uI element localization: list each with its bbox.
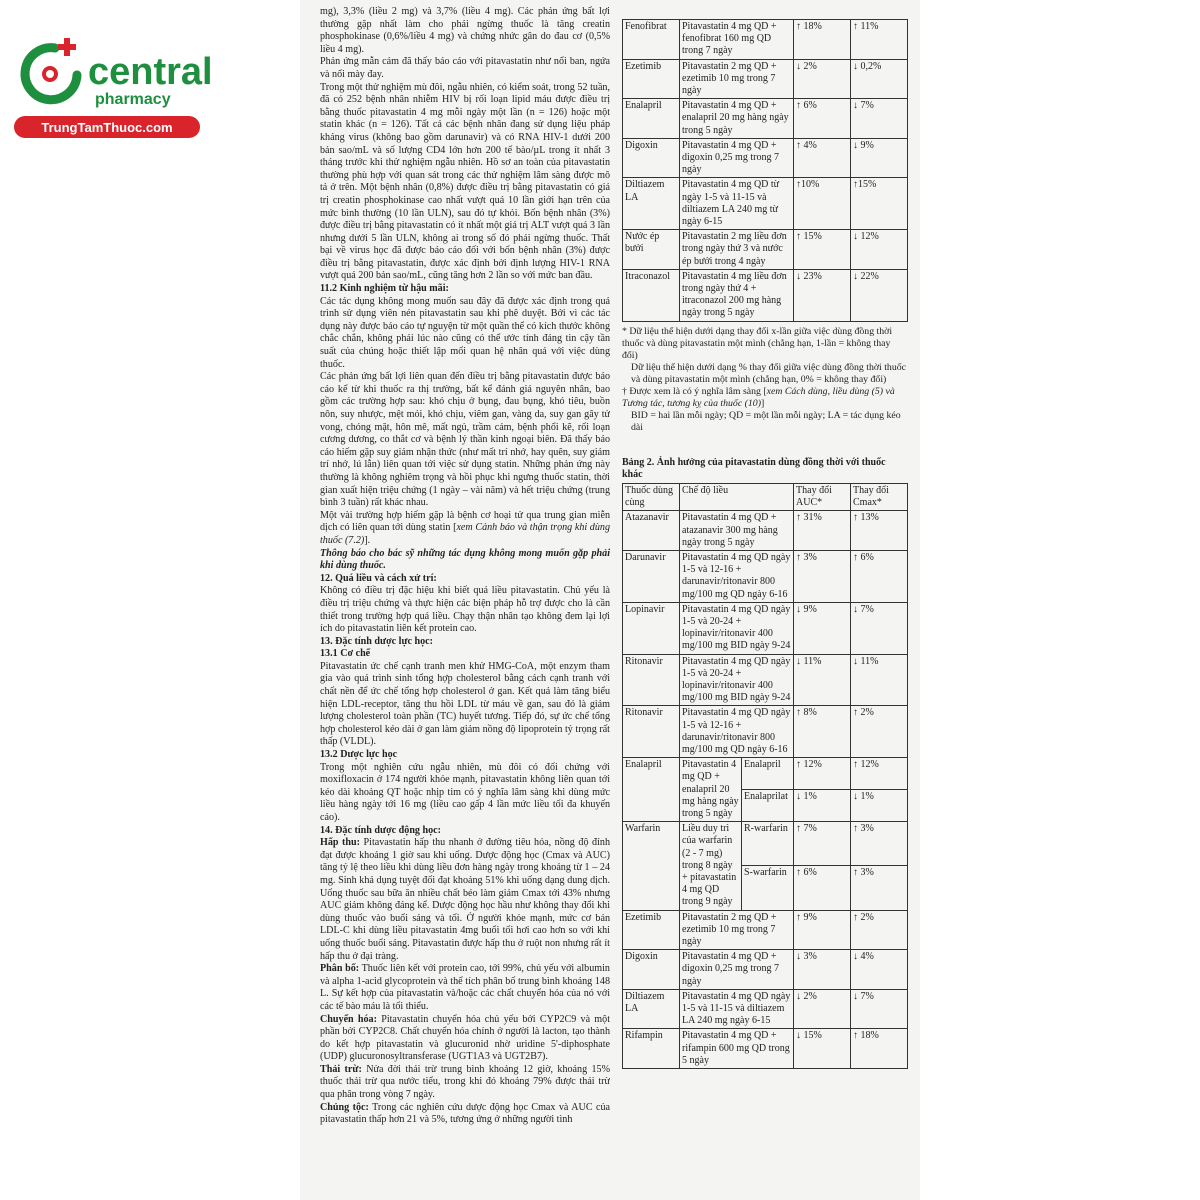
- table-cell: Pitavastatin 4 mg QD ngày 1-5 và 20-24 + lopinavir/ritonavir 400 mg/100 mg BID ngày 9-24: [680, 654, 794, 706]
- inline-heading: Thải trừ:: [320, 1063, 362, 1075]
- table-row: [623, 230, 908, 270]
- table-cell: ↑ 6%: [794, 866, 851, 910]
- text-paragraph: Thông báo cho bác sỹ những tác dụng không mong muốn gặp phải khi dùng thuốc.: [320, 547, 610, 572]
- table-cell: ↓ 0,2%: [851, 59, 908, 99]
- table-cell: ↑ 7%: [794, 822, 851, 866]
- table-cell: ↓ 9%: [794, 602, 851, 654]
- inline-heading: Hấp thu:: [320, 837, 361, 849]
- table-cell: ↑ 4%: [794, 138, 851, 178]
- table-cell: ↑ 18%: [794, 20, 851, 60]
- table-row: [623, 550, 908, 602]
- table-row: [623, 269, 908, 321]
- table-cell: ↑ 2%: [851, 910, 908, 950]
- table-cell: Nước ép bưởi: [623, 230, 680, 270]
- table-cell: Pitavastatin 4 mg QD từ ngày 1-5 và 11-15 và diltiazem LA 240 mg từ ngày 6-15: [680, 178, 794, 230]
- table-cell: ↓ 11%: [794, 654, 851, 706]
- table-cell: Pitavastatin 2 mg QD + ezetimib 10 mg trong 7 ngày: [680, 59, 794, 99]
- table-cell: ↓ 23%: [794, 269, 851, 321]
- text-paragraph: Không có điều trị đặc hiệu khi biết quá liều pitavastatin. Chủ yếu là điều trị triệu chứng và thực hiện các biện pháp hỗ trợ được cho là cần thiết trong trường hợp quá liều. Chạy thận nhân tạo không đem lại lợi ích do pitavastatin liên kết protein cao.: [320, 585, 610, 635]
- table-cell: ↓ 2%: [794, 59, 851, 99]
- table-cell: ↓ 7%: [851, 989, 908, 1029]
- table-cell: Enalapril: [623, 99, 680, 139]
- table-cell: Fenofibrat: [623, 20, 680, 60]
- text-paragraph: [320, 963, 610, 1013]
- text-paragraph: mg), 3,3% (liều 2 mg) và 3,7% (liều 4 mg). Các phản ứng bất lợi thường gặp nhất làm cho phải ngừng thuốc là tăng creatin phosphokinase (0,6%/liều 4 mg) và chứng nhức gân do đau cơ (0,5% liều 4 mg).: [320, 6, 610, 55]
- text-span: ].: [364, 534, 371, 546]
- text-paragraph: Trong một nghiên cứu ngẫu nhiên, mù đôi có đối chứng với moxifloxacin ở 174 người khỏe mạnh, pitavastatin không liên quan tới kéo dài khoảng QT hoặc nhịp tim có ý nghĩa lâm sàng khi dùng mức liều hàng ngày tới 16 mg (liều cao gấp 4 lần mức liều tối đa khuyến cáo).: [320, 761, 610, 823]
- brand-logo: [6, 30, 216, 140]
- section-heading: 12. Quá liều và cách xử trí:: [320, 572, 437, 584]
- table-row: [623, 138, 908, 178]
- table-2-title: Bảng 2. Ảnh hưởng của pitavastatin dùng đồng thời với thuốc khác: [622, 456, 886, 480]
- table-cell: Diltiazem LA: [623, 178, 680, 230]
- table-cell: ↑ 13%: [851, 511, 908, 551]
- text-paragraph: Các phản ứng bất lợi liên quan đến điều trị bằng pitavastatin được báo cáo kể từ khi thuốc ra thị trường, bất kể đánh giá nguyên nhân, bao gồm các trường hợp sau: khó chịu ở bụng, đau bụng, khó tiêu, buồn nôn, suy nhược, mệt mỏi, khó chịu, viêm gan, vàng da, suy gan gây tử vong, chóng mặt, hôn mê, mất ngủ, trầm cảm, bệnh phổi kẽ, rối loạn cương dương, co thắt cơ và bệnh lý thần kinh ngoại biên. Đã thấy báo cáo hiếm gặp suy giảm nhận thức (như mất trí nhớ, hay quên, suy giảm trí nhớ, lú lẫn) liên quan tới việc sử dụng statin. Những phản ứng này thường là không nghiêm trọng và hồi phục khi ngưng thuốc statin, thời gian xuất hiện triệu chứng (1 ngày – vài năm) và hết triệu chứng (trung bình 3 tuần) rất khác nhau.: [320, 371, 610, 509]
- table-row: [623, 99, 908, 139]
- table-cell: Pitavastatin 4 mg QD ngày 1-5 và 12-16 + darunavir/ritonavir 800 mg/100 mg QD ngày 6-16: [680, 550, 794, 602]
- table-row: [623, 1029, 908, 1069]
- table-cell: Thay đổi AUC*: [794, 483, 851, 510]
- text-paragraph: Phản ứng mẫn cảm đã thấy báo cáo với pitavastatin như nổi ban, ngứa và nổi mày đay.: [320, 56, 610, 80]
- cross-reference: xem Cảnh báo và thận trọng khi dùng thuốc (7.2): [320, 522, 610, 546]
- footnote: [622, 386, 908, 410]
- text-span: Một vài trường hợp hiếm gặp là bệnh cơ hoại tử qua trung gian miễn dịch có liên quan tới dùng statin [: [320, 509, 610, 534]
- table-cell: R-warfarin: [742, 822, 794, 866]
- table-cell: Pitavastatin 4 mg QD + fenofibrat 160 mg QD trong 7 ngày: [680, 20, 794, 60]
- table-cell: ↓ 4%: [851, 950, 908, 990]
- inline-heading: Phân bố:: [320, 963, 360, 975]
- text-paragraph: Pitavastatin ức chế cạnh tranh men khử HMG-CoA, một enzym tham gia vào quá trình sinh tổng hợp cholesterol bằng cách cạnh tranh với chất nền để ức chế tổng hợp cholesterol ở gan. Kết quả làm tăng biểu hiện LDL-receptor, tăng thu hồi LDL từ máu về gan, sau đó là giảm lượng cholesterol toàn phần (TC) huyết tương. Tiếp đó, sự ức chế tổng hợp cholesterol kéo dài ở gan làm giảm nồng độ lipoprotein tỷ trọng rất thấp (VLDL).: [320, 660, 610, 748]
- table-cell: S-warfarin: [742, 866, 794, 910]
- table-row: [623, 989, 908, 1029]
- table-cell: ↑10%: [794, 178, 851, 230]
- table-cell: ↑ 6%: [794, 99, 851, 139]
- table-row: [623, 950, 908, 990]
- table-cell: Thay đổi Cmax*: [851, 483, 908, 510]
- table-row: [623, 706, 908, 758]
- table-row: [623, 758, 908, 790]
- table-cell: Ezetimib: [623, 59, 680, 99]
- table-cell: ↓ 1%: [794, 790, 851, 822]
- table-cell: Pitavastatin 4 mg QD + atazanavir 300 mg hàng ngày trong 5 ngày: [680, 511, 794, 551]
- table-cell: ↑ 31%: [794, 511, 851, 551]
- section-heading: 11.2 Kinh nghiệm từ hậu mãi:: [320, 283, 449, 295]
- table-cell: ↓ 15%: [794, 1029, 851, 1069]
- table-row: [623, 59, 908, 99]
- table-cell: Liều duy trì của warfarin (2 - 7 mg) trong 8 ngày + pitavastatin 4 mg QD trong 9 ngày: [680, 822, 742, 910]
- footnote: BID = hai lần mỗi ngày; QD = một lần mỗi ngày; LA = tác dụng kéo dài: [631, 410, 901, 434]
- section-heading: 13.1 Cơ chế: [320, 648, 371, 660]
- cross-reference: xem Cách dùng, liều dùng (5) và Tương tác, tương kỵ của thuốc (10): [622, 386, 895, 410]
- table-cell: Pitavastatin 4 mg QD + digoxin 0,25 mg trong 7 ngày: [680, 138, 794, 178]
- table-cell: Itraconazol: [623, 269, 680, 321]
- text-span: Pitavastatin hấp thu nhanh ở đường tiêu hóa, nồng độ đỉnh đạt được khoảng 1 giờ sau khi uống. Dược động học (Cmax và AUC) tăng tỷ lệ theo liều khi dùng liều đơn hàng ngày trong khoảng từ 1 – 24 mg. Sinh khả dụng tuyệt đối đạt khoảng 51% khi uống dạng dung dịch. Uống thuốc sau bữa ăn nhiều chất béo làm giảm Cmax tới 43% nhưng AUC giảm không đáng kể. Dược động học hầu như không thay đổi khi dùng thuốc vào buổi sáng và tối. Ở người khỏe mạnh, mức cơ bản LDL-C khi dùng liều pitavastatin 4mg buổi tối hơi cao hơn so với khi uống thuốc buổi sáng. Pitavastatin được hấp thu ở ruột non nhưng rất ít hấp thu ở đại tràng.: [320, 837, 610, 962]
- table-cell: ↑15%: [851, 178, 908, 230]
- table-cell: Enalapril: [623, 758, 680, 822]
- text-paragraph: [320, 1064, 610, 1102]
- left-column: [320, 6, 610, 1200]
- table-cell: Rifampin: [623, 1029, 680, 1069]
- brand-subtitle: pharmacy: [95, 91, 171, 108]
- table-cell: ↑ 3%: [851, 822, 908, 866]
- table-cell: ↑ 8%: [794, 706, 851, 758]
- table-cell: Pitavastatin 4 mg QD ngày 1-5 và 11-15 và diltiazem LA 240 mg ngày 6-15: [680, 989, 794, 1029]
- logo-cross-icon: [58, 38, 76, 56]
- table-cell: Pitavastatin 4 mg liều đơn trong ngày thứ 4 + itraconazol 200 mg hàng ngày trong 5 ngày: [680, 269, 794, 321]
- text-span: ]: [760, 398, 765, 410]
- table-cell: Darunavir: [623, 550, 680, 602]
- table-cell: Ritonavir: [623, 706, 680, 758]
- table-cell: ↓ 7%: [851, 99, 908, 139]
- table-cell: Diltiazem LA: [623, 989, 680, 1029]
- text-paragraph: [320, 1014, 610, 1064]
- table-cell: ↓ 12%: [851, 230, 908, 270]
- table-row: [623, 910, 908, 950]
- right-column: [622, 19, 908, 1200]
- table-cell: ↓ 11%: [851, 654, 908, 706]
- table-row: [623, 822, 908, 866]
- text-paragraph: [320, 510, 610, 548]
- table-cell: ↑ 11%: [851, 20, 908, 60]
- table-cell: Pitavastatin 4 mg QD + enalapril 20 mg hàng ngày trong 5 ngày: [680, 758, 742, 822]
- table-cell: Lopinavir: [623, 602, 680, 654]
- table-cell: ↑ 12%: [851, 758, 908, 790]
- table-cell: ↓ 2%: [794, 989, 851, 1029]
- table-cell: Digoxin: [623, 138, 680, 178]
- table-cell: ↑ 15%: [794, 230, 851, 270]
- footnote: * Dữ liệu thể hiện dưới dạng thay đổi x-lần giữa việc dùng đồng thời thuốc và dùng pitavastatin một mình (chẳng hạn, 1-lần = không thay đổi): [622, 325, 893, 361]
- interaction-table-1: [622, 19, 908, 322]
- table-cell: Digoxin: [623, 950, 680, 990]
- table-footnotes: [622, 326, 908, 435]
- table-row: [623, 511, 908, 551]
- table-cell: ↓ 3%: [794, 950, 851, 990]
- table-cell: Pitavastatin 4 mg QD + digoxin 0,25 mg trong 7 ngày: [680, 950, 794, 990]
- text-paragraph: Trong một thử nghiệm mù đôi, ngẫu nhiên, có kiểm soát, trong 52 tuần, đã có 252 bệnh nhân nhiễm HIV bị rối loạn lipid máu được điều trị bằng thuốc pitavastatin 4 mg mỗi ngày một lần (n = 126) hoặc một statin khác (n = 126). Tất cả các bệnh nhân đang sử dụng liệu pháp kháng virus (không bao gồm darunavir) và có RNA HIV-1 dưới 200 bản sao/mL và số lượng CD4 lớn hơn 200 tế bào/µL trong ít nhất 3 tháng trước khi thử nghiệm ngẫu nhiên. Hồ sơ an toàn của pitavastatin thường phù hợp với quan sát trong các thử nghiệm lâm sàng được mô tả ở trên. Một bệnh nhân (0,8%) được điều trị bằng pitavastatin có giá trị creatin phosphokinase cao nhất vượt quá 10 lần giới hạn trên của mức bình thường (10 lần ULN), sau đó tự khỏi. Bốn bệnh nhân (3%) được điều trị bằng pitavastatin có ít nhất một giá trị ALT vượt quá 3 lần nhưng dưới 5 lần ULN, không ai trong số đó phải ngừng thuốc. Thất bại về virus học đã được báo cáo đối với bốn bệnh nhân (3%) được điều trị bằng pitavastatin, được xác định bởi định lượng HIV-1 RNA vượt quá 200 bản sao/mL, cũng tăng hơn 2 lần so với mức ban đầu.: [320, 81, 610, 282]
- text-span: † Được xem là có ý nghĩa lâm sàng [: [622, 386, 767, 398]
- inline-heading: Chủng tộc:: [320, 1101, 369, 1113]
- section-heading: 14. Đặc tính dược động học:: [320, 824, 442, 836]
- table-cell: Pitavastatin 2 mg QD + ezetimib 10 mg trong 7 ngày: [680, 910, 794, 950]
- footnote: Dữ liệu thể hiện dưới dạng % thay đổi giữa việc dùng đồng thời thuốc và dùng pitavastatin một mình (chẳng hạn, 0% = không thay đổi): [631, 361, 906, 386]
- table-cell: Pitavastatin 4 mg QD + enalapril 20 mg hàng ngày trong 5 ngày: [680, 99, 794, 139]
- table-cell: Enalapril: [742, 758, 794, 790]
- table-cell: ↓ 22%: [851, 269, 908, 321]
- table-cell: Ezetimib: [623, 910, 680, 950]
- table-cell: Ritonavir: [623, 654, 680, 706]
- text-span: Thuốc liên kết với protein cao, tới 99%, chủ yếu với albumin và alpha 1-acid glycoprotein và thể tích phân bố trung bình khoảng 148 L. Sự kết hợp của pitavastatin và/hoặc các chất chuyển hóa của nó với các tế bào máu là tối thiểu.: [320, 963, 610, 1012]
- text-paragraph: [320, 837, 610, 963]
- inline-heading: Chuyển hóa:: [320, 1013, 377, 1025]
- table-cell: ↑ 12%: [794, 758, 851, 790]
- brand-name: central: [88, 51, 213, 93]
- section-heading: 13. Đặc tính dược lực học:: [320, 635, 434, 647]
- table-row: [623, 483, 908, 510]
- text-paragraph: Các tác dụng không mong muốn sau đây đã được xác định trong quá trình sử dụng viên nén pitavastatin sau khi phê duyệt. Bởi vì các tác dụng này được báo cáo tự nguyện từ một quần thể có kích thước không chắc chắn, không phải lúc nào cũng có thể ước tính đáng tin cậy tần suất của chúng hoặc thiết lập mối quan hệ nhân quả với việc dùng thuốc.: [320, 295, 610, 370]
- table-cell: Chế độ liều: [680, 483, 794, 510]
- table-cell: ↑ 3%: [851, 866, 908, 910]
- table-cell: Pitavastatin 4 mg QD + rifampin 600 mg QD trong 5 ngày: [680, 1029, 794, 1069]
- table-row: [623, 20, 908, 60]
- section-heading: 13.2 Dược lực học: [320, 749, 398, 761]
- table-cell: Pitavastatin 4 mg QD ngày 1-5 và 12-16 + darunavir/ritonavir 800 mg/100 mg QD ngày 6-16: [680, 706, 794, 758]
- table-cell: ↓ 7%: [851, 602, 908, 654]
- table-row: [623, 602, 908, 654]
- table-cell: ↑ 2%: [851, 706, 908, 758]
- table-cell: ↑ 3%: [794, 550, 851, 602]
- text-span: Trong các nghiên cứu dược động học Cmax và AUC của pitavastatin thấp hơn 21 và 5%, tương ứng ở những người tình: [320, 1101, 610, 1126]
- table-row: [623, 178, 908, 230]
- table-cell: ↑ 18%: [851, 1029, 908, 1069]
- table-row: [623, 654, 908, 706]
- table-cell: ↑ 6%: [851, 550, 908, 602]
- table-cell: Warfarin: [623, 822, 680, 910]
- table-cell: ↓ 1%: [851, 790, 908, 822]
- interaction-table-2: [622, 483, 908, 1069]
- table-cell: Enalaprilat: [742, 790, 794, 822]
- table-cell: Atazanavir: [623, 511, 680, 551]
- table-cell: Pitavastatin 2 mg liều đơn trong ngày thứ 3 và nước ép bưởi trong 4 ngày: [680, 230, 794, 270]
- table-cell: ↓ 9%: [851, 138, 908, 178]
- table-cell: Thuốc dùng cùng: [623, 483, 680, 510]
- brand-url: TrungTamThuoc.com: [41, 120, 173, 135]
- text-span: Nửa đời thải trừ trung bình khoảng 12 giờ, khoảng 15% thuốc thải trừ qua nước tiểu, trong khi đó khoảng 79% được thải trừ qua phân trong vòng 7 ngày.: [320, 1063, 610, 1101]
- table-cell: ↑ 9%: [794, 910, 851, 950]
- text-paragraph: [320, 1102, 610, 1127]
- table-cell: Pitavastatin 4 mg QD ngày 1-5 và 20-24 + lopinavir/ritonavir 400 mg/100 mg BID ngày 9-24: [680, 602, 794, 654]
- text-span: Pitavastatin chuyển hóa chủ yếu bởi CYP2C9 và một phần bởi CYP2C8. Chất chuyển hóa chính ở người là lacton, tạo thành do kết hợp pitavastatin và glucuronid nhờ uridine 5'-diphosphate (UDP) glucuronosyltransferase (UGT1A3 và UGT2B7).: [320, 1013, 610, 1063]
